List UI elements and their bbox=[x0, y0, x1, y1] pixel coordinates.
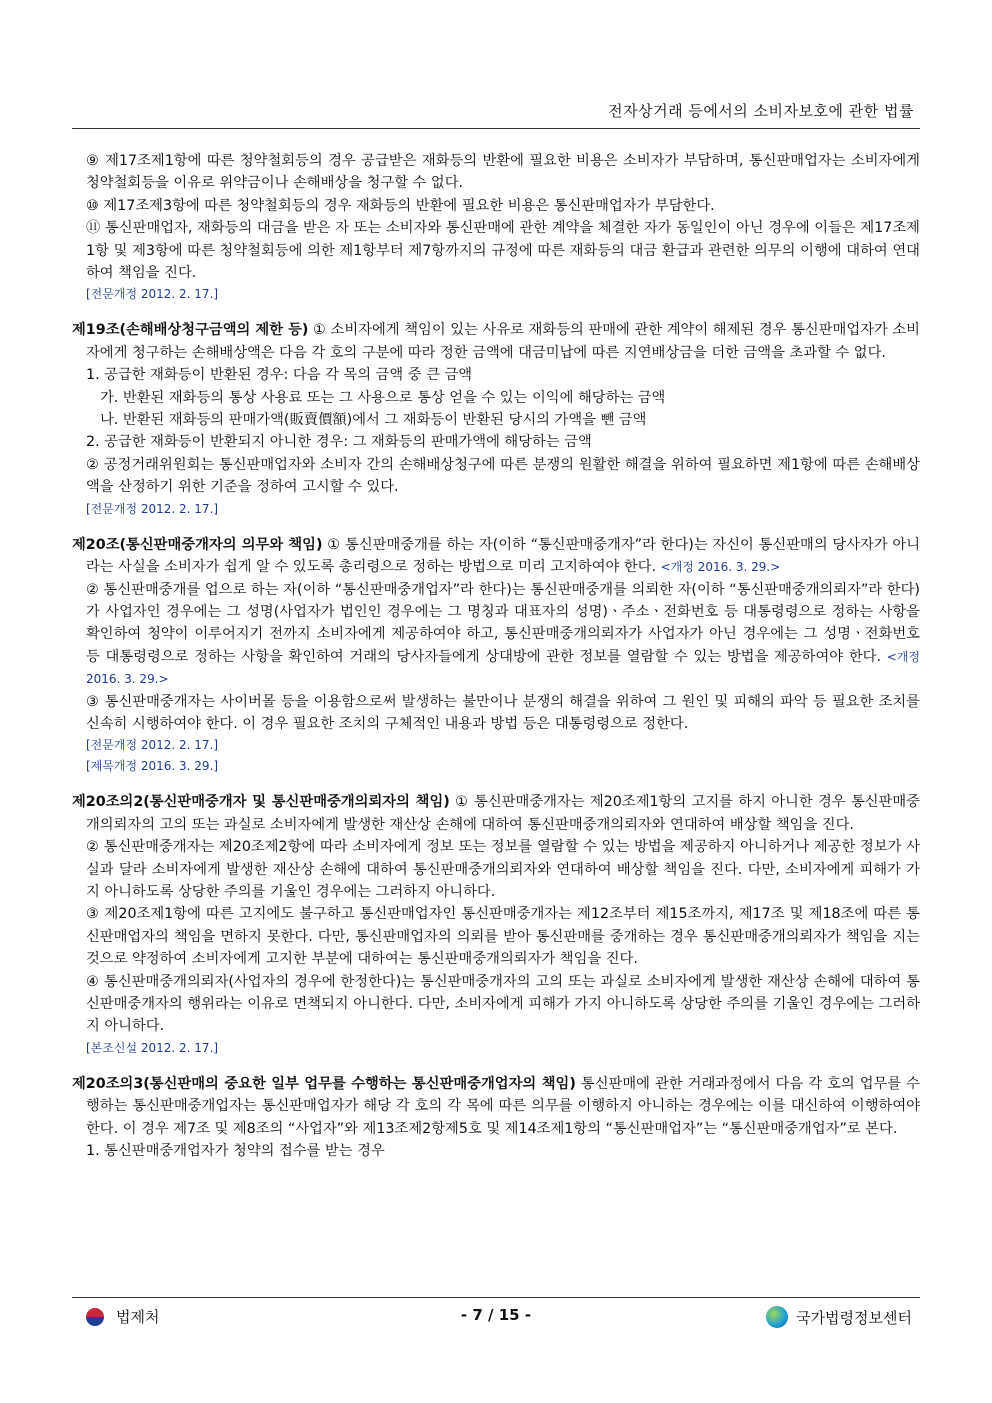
article-19-p2: ② 공정거래위원회는 통신판매업자와 소비자 간의 손해배상청구에 따른 분쟁의 원활한 해결을 위하여 필요하면 제1항에 따른 손해배상액을 산정하기 위한 기준을 정하여 고시할 수 있다. bbox=[86, 456, 920, 496]
amendment-note: [제목개정 2016. 3. 29.] bbox=[86, 759, 219, 774]
article-19-p1: ① 소비자에게 책임이 있는 사유로 재화등의 판매에 관한 계약이 해제된 경우 통신판매업자가 소비자에게 청구하는 손해배상액은 다음 각 호의 구분에 따라 정한 금액에 대금미납에 따른 지연배상금을 더한 금액을 초과할 수 없다. bbox=[86, 322, 920, 361]
article-20-3-p1: 통신판매에 관한 거래과정에서 다음 각 호의 업무를 수행하는 통신판매중개업자는 통신판매업자가 해당 각 호의 각 목에 따른 의무를 이행하지 아니하는 경우에는 이를 대신하여 이행하여야 한다. 이 경우 제7조 및 제8조의 “사업자”와 제13조제2항제5호 및 제14조제1항의 “통신판매업자”는 “통신판매중개업자”로 본다. bbox=[86, 1075, 920, 1137]
footer-right bbox=[766, 1306, 912, 1328]
article-20-2-p2: ② 통신판매중개자는 제20조제2항에 따라 소비자에게 정보 또는 정보를 열람할 수 있는 방법을 제공하지 아니하거나 제공한 정보가 사실과 달라 소비자에게 발생한 재산상 손해에 대하여 통신판매중개의뢰자와 연대하여 배상할 책임을 진다. 다만, 소비자에게 피해가 가지 아니하도록 상당한 주의를 기울인 경우에는 그러하지 아니하다. bbox=[86, 839, 920, 900]
law-center-logo-icon bbox=[766, 1306, 788, 1328]
amendment-note: [전문개정 2012. 2. 17.] bbox=[86, 287, 219, 302]
document-body bbox=[72, 150, 920, 1162]
amendment-note: [전문개정 2012. 2. 17.] bbox=[86, 738, 219, 753]
article-19-item2: 2. 공급한 재화등이 반환되지 아니한 경우: 그 재화등의 판매가액에 해당하는 금액 bbox=[86, 434, 592, 451]
article-19-item1: 1. 공급한 재화등이 반환된 경우: 다음 각 목의 금액 중 큰 금액 bbox=[86, 367, 473, 384]
article-20-2 bbox=[72, 791, 920, 836]
article-19-item1b: 나. 반환된 재화등의 판매가액(販賣價額)에서 그 재화등이 반환된 당시의 가액을 뺀 금액 bbox=[100, 412, 647, 429]
article-19-item1a: 가. 반환된 재화등의 통상 사용료 또는 그 사용으로 통상 얻을 수 있는 이익에 해당하는 금액 bbox=[100, 389, 666, 406]
article-20 bbox=[72, 534, 920, 579]
footer-left-label: 법제처 bbox=[116, 1308, 160, 1326]
amendment-note: [본조신설 2012. 2. 17.] bbox=[86, 1040, 219, 1055]
article-20-3-title: 제20조의3(통신판매의 중요한 일부 업무를 수행하는 통신판매중개업자의 책임) bbox=[72, 1075, 576, 1092]
article-20-p1: ① 통신판매중개를 하는 자(이하 “통신판매중개자”라 한다)는 자신이 통신판매의 당사자가 아니라는 사실을 소비자가 쉽게 알 수 있도록 총리령으로 정하는 방법으로 미리 고지하여야 한다. bbox=[86, 536, 921, 576]
document-header-title: 전자상거래 등에서의 소비자보호에 관한 법률 bbox=[608, 102, 914, 120]
article-19-title: 제19조(손해배상청구금액의 제한 등) bbox=[72, 322, 309, 339]
page-number: - 7 / 15 - bbox=[460, 1306, 532, 1324]
article-19 bbox=[72, 319, 920, 364]
inline-amendment-note: <개정 2016. 3. 29.> bbox=[86, 649, 921, 687]
article-20-2-p4: ④ 통신판매중개의뢰자(사업자의 경우에 한정한다)는 통신판매중개자의 고의 또는 과실로 소비자에게 발생한 재산상 손해에 대하여 통신판매중개자의 행위라는 이유로 면책되지 아니한다. 다만, 소비자에게 피해가 가지 아니하도록 상당한 주의를 기울인 경우에는 그러하지 아니하다. bbox=[86, 973, 920, 1035]
article-20-title: 제20조(통신판매중개자의 의무와 책임) bbox=[72, 536, 323, 553]
article-20-3 bbox=[72, 1073, 920, 1140]
amendment-note: [전문개정 2012. 2. 17.] bbox=[86, 501, 219, 516]
article-20-2-title: 제20조의2(통신판매중개자 및 통신판매중개의뢰자의 책임) bbox=[72, 794, 450, 811]
footer bbox=[72, 1306, 920, 1332]
article-20-p2-text: ② 통신판매중개를 업으로 하는 자(이하 “통신판매중개업자”라 한다)는 통신판매중개를 의뢰한 자(이하 “통신판매중개의뢰자”라 한다)가 사업자인 경우에는 그 성명(사업자가 법인인 경우에는 그 명칭과 대표자의 성명)ㆍ주소ㆍ전화번호 등 대통령령으로 정하는 사항을 확인하여 청약이 이루어지기 전까지 소비자에게 제공하여야 하고, 통신판매중개의뢰자가 사업자가 아닌 경우에는 그 성명ㆍ전화번호 등 대통령령으로 정하는 사항을 확인하여 거래의 당사자들에게 상대방에 관한 정보를 열람할 수 있는 방법을 제공하여야 한다. bbox=[86, 581, 920, 665]
footer-divider bbox=[72, 1297, 920, 1298]
inline-amendment-note: <개정 2016. 3. 29.> bbox=[660, 560, 781, 575]
paragraph-9: ⑨ 제17조제1항에 따른 청약철회등의 경우 공급받은 재화등의 반환에 필요한 비용은 소비자가 부담하며, 통신판매업자는 소비자에게 청약철회등을 이유로 위약금이나 손해배상을 청구할 수 없다. bbox=[86, 153, 920, 192]
footer-right-label: 국가법령정보센터 bbox=[796, 1308, 912, 1327]
header-divider bbox=[72, 128, 920, 129]
paragraph-10: ⑩ 제17조제3항에 따른 청약철회등의 경우 재화등의 반환에 필요한 비용은 통신판매업자가 부담한다. bbox=[86, 197, 715, 214]
article-20-p2 bbox=[72, 579, 920, 691]
article-20-p3: ③ 통신판매중개자는 사이버몰 등을 이용함으로써 발생하는 불만이나 분쟁의 해결을 위하여 그 원인 및 피해의 파악 등 필요한 조치를 신속히 시행하여야 한다. 이 경우 필요한 조치의 구체적인 내용과 방법 등은 대통령령으로 정한다. bbox=[86, 693, 920, 732]
article-20-3-item1: 1. 통신판매중개업자가 청약의 접수를 받는 경우 bbox=[86, 1143, 385, 1160]
article-20-2-p1: ① 통신판매중개자는 제20조제1항의 고지를 하지 아니한 경우 통신판매중개의뢰자의 고의 또는 과실로 소비자에게 발생한 재산상 손해에 대하여 통신판매중개의뢰자와 연대하여 배상할 책임을 진다. bbox=[86, 794, 920, 833]
article-20-2-p3: ③ 제20조제1항에 따른 고지에도 불구하고 통신판매업자인 통신판매중개자는 제12조부터 제15조까지, 제17조 및 제18조에 따른 통신판매업자의 책임을 면하지 못한다. 다만, 통신판매업자의 의뢰를 받아 통신판매를 중개하는 경우 통신판매중개의뢰자가 책임을 지는 것으로 약정하여 소비자에게 고지한 부분에 대하여는 통신판매중개의뢰자가 책임을 진다. bbox=[86, 906, 920, 968]
paragraph-11: ⑪ 통신판매업자, 재화등의 대금을 받은 자 또는 소비자와 통신판매에 관한 계약을 체결한 자가 동일인이 아닌 경우에 이들은 제17조제1항 및 제3항에 따른 청약철회등에 의한 제1항부터 제7항까지의 규정에 따른 재화등의 대금 환급과 관련한 의무의 이행에 대하여 연대하여 책임을 진다. bbox=[86, 220, 920, 282]
